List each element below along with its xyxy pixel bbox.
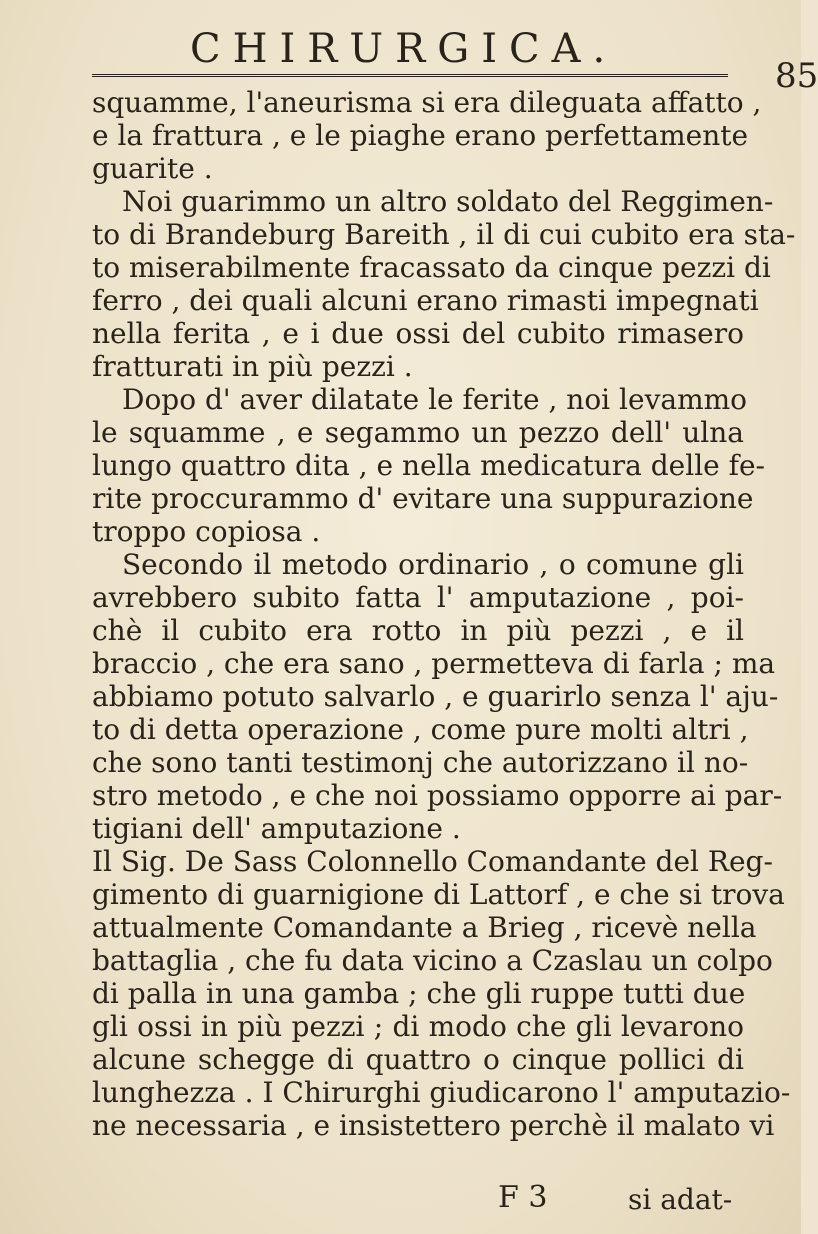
text-line: stro metodo , e che noi possiamo opporre ai par- (92, 779, 783, 812)
text-line: to di detta operazione , come pure molti altri , (92, 713, 749, 746)
text-line: Il Sig. De Sass Colonnello Comandante del Reg- (92, 845, 773, 878)
text-line: che sono tanti testimonj che autorizzano il no- (92, 746, 749, 779)
running-head: CHIRURGICA. (190, 26, 618, 72)
text-line: le squamme , e segammo un pezzo dell' ulna (92, 416, 744, 449)
text-line: avrebbero subito fatta l' amputazione , poi- (92, 581, 744, 614)
page-header (190, 26, 818, 96)
text-line: attualmente Comandante a Brieg , ricevè nella (92, 911, 757, 944)
text-line: lunghezza . I Chirurghi giudicarono l' amputazio- (92, 1076, 791, 1109)
catchword: si adat- (628, 1183, 733, 1216)
text-line: to miserabilmente fracassato da cinque pezzi di (92, 251, 771, 284)
text-line: di palla in una gamba ; che gli ruppe tutti due (92, 977, 746, 1010)
text-line: gimento di guarnigione di Lattorf , e che si trova (92, 878, 785, 911)
text-line: chè il cubito era rotto in più pezzi , e il (92, 614, 744, 647)
text-line: guarite . (92, 152, 213, 185)
text-line: troppo copiosa . (92, 515, 321, 548)
text-line: ne necessaria , e insistettero perchè il malato vi (92, 1109, 775, 1142)
header-rule (92, 74, 728, 77)
text-line: alcune schegge di quattro o cinque pollici di (92, 1043, 744, 1076)
text-line: battaglia , che fu data vicino a Czaslau un colpo (92, 944, 773, 977)
text-line: abbiamo potuto salvarlo , e guarirlo senza l' aju- (92, 680, 779, 713)
signature-mark: F 3 (498, 1180, 548, 1215)
text-line: lungo quattro dita , e nella medicatura delle fe- (92, 449, 766, 482)
text-line: fratturati in più pezzi . (92, 350, 413, 383)
text-line: ferro , dei quali alcuni erano rimasti impegnati (92, 284, 759, 317)
text-line: tigiani dell' amputazione . (92, 812, 461, 845)
text-line: Secondo il metodo ordinario , o comune gli (122, 548, 744, 581)
text-line: rite proccurammo d' evitare una suppurazione (92, 482, 754, 515)
page-number: 85 (775, 56, 818, 96)
text-line: e la frattura , e le piaghe erano perfettamente (92, 119, 749, 152)
text-line: gli ossi in più pezzi ; di modo che gli levarono (92, 1010, 744, 1043)
text-line: Dopo d' aver dilatate le ferite , noi levammo (122, 383, 748, 416)
text-line: squamme, l'aneurisma si era dileguata affatto , (92, 86, 762, 119)
text-line: braccio , che era sano , permetteva di farla ; ma (92, 647, 776, 680)
text-line: nella ferita , e i due ossi del cubito rimasero (92, 317, 744, 350)
text-line: to di Brandeburg Bareith , il di cui cubito era sta- (92, 218, 796, 251)
text-line: Noi guarimmo un altro soldato del Reggimen- (122, 185, 774, 218)
text-body (92, 86, 796, 1142)
